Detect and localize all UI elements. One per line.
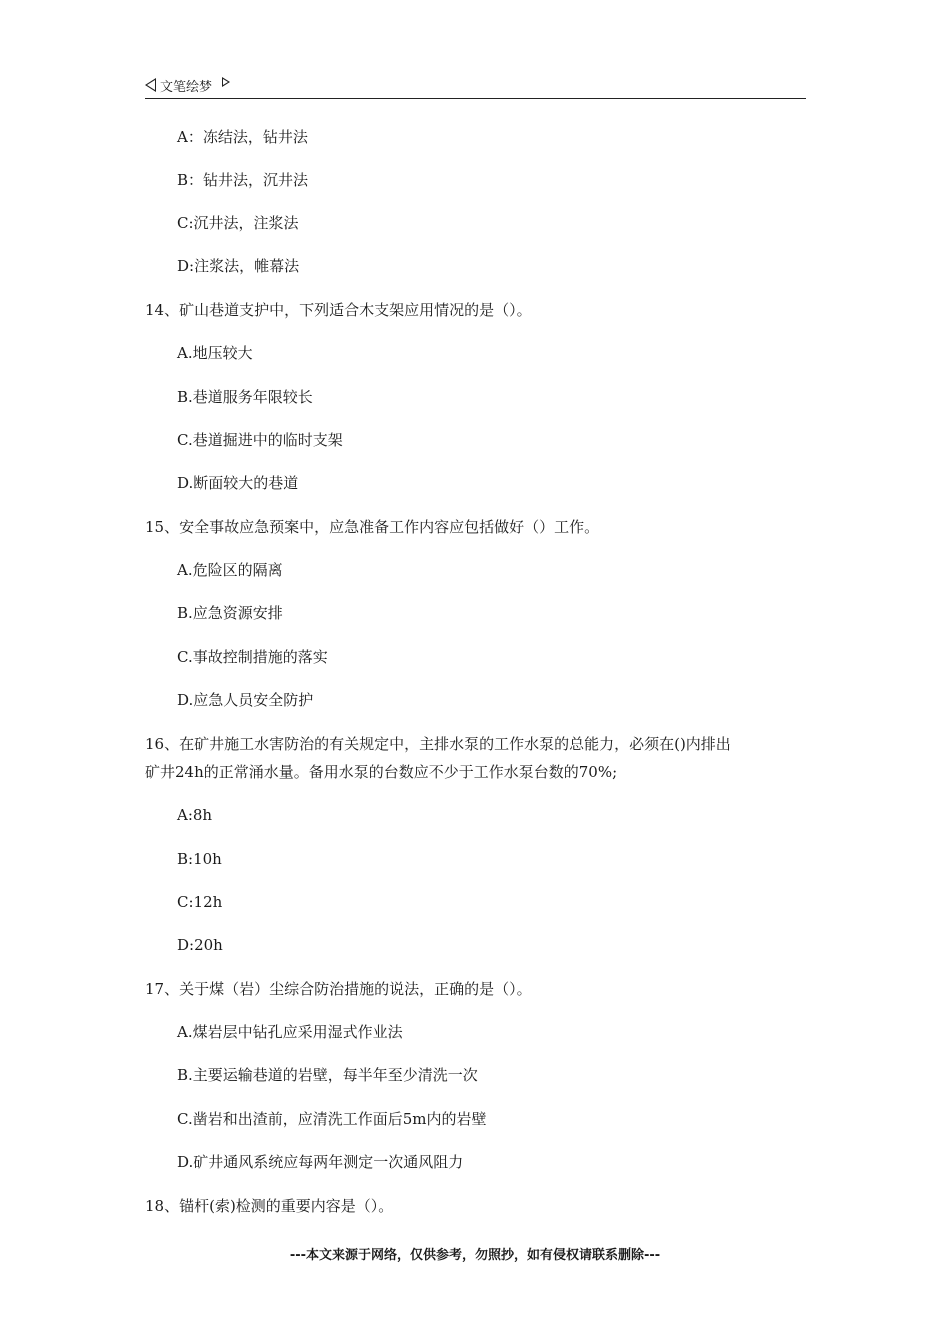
q17-option-a: A.煤岩层中钻孔应采用湿式作业法	[177, 1023, 403, 1041]
q14-option-c: C.巷道掘进中的临时支架	[177, 431, 343, 449]
q17-option-d: D.矿井通风系统应每两年测定一次通风阻力	[177, 1153, 464, 1171]
q16-option-a: A:8h	[177, 806, 213, 824]
q15-option-d: D.应急人员安全防护	[177, 691, 314, 709]
q15-question: 15、安全事故应急预案中，应急准备工作内容应包括做好（）工作。	[145, 518, 600, 536]
q14-option-d: D.断面较大的巷道	[177, 474, 299, 492]
q14-option-b: B.巷道服务年限较长	[177, 388, 313, 406]
q16-option-d: D:20h	[177, 936, 223, 954]
page-footer: ---本文来源于网络，仅供参考，勿照抄，如有侵权请联系删除---	[289, 1248, 661, 1263]
q16-option-b: B:10h	[177, 850, 222, 868]
q13-option-b: B：钻井法，沉井法	[177, 171, 309, 189]
q16-option-c: C:12h	[177, 893, 223, 911]
q15-option-b: B.应急资源安排	[177, 604, 283, 622]
q13-option-c: C:沉井法，注浆法	[177, 214, 299, 232]
brand-text: 文笔绘梦	[160, 79, 213, 95]
q13-option-d: D:注浆法，帷幕法	[177, 257, 300, 275]
q15-option-a: A.危险区的隔离	[177, 561, 283, 579]
q14-question: 14、矿山巷道支护中，下列适合木支架应用情况的是（）。	[145, 301, 532, 319]
q16-question-line1: 16、在矿井施工水害防治的有关规定中，主排水泵的工作水泵的总能力，必须在()内排出	[145, 735, 731, 753]
q17-option-b: B.主要运输巷道的岩壁，每半年至少清洗一次	[177, 1066, 478, 1084]
q15-option-c: C.事故控制措施的落实	[177, 648, 328, 666]
left-triangle-icon	[145, 78, 156, 92]
q17-question: 17、关于煤（岩）尘综合防治措施的说法，正确的是（）。	[145, 980, 532, 998]
q17-option-c: C.凿岩和出渣前，应清洗工作面后5m内的岩壁	[177, 1110, 487, 1128]
q13-option-a: A：冻结法，钻井法	[177, 128, 308, 146]
q14-option-a: A.地压较大	[177, 344, 253, 362]
right-triangle-icon	[222, 77, 230, 87]
q16-question-line2: 矿井24h的正常涌水量。备用水泵的台数应不少于工作水泵台数的70%;	[145, 763, 618, 781]
brand	[145, 74, 230, 96]
q18-question: 18、锚杆(索)检测的重要内容是（）。	[145, 1197, 394, 1215]
page-header	[145, 74, 806, 99]
